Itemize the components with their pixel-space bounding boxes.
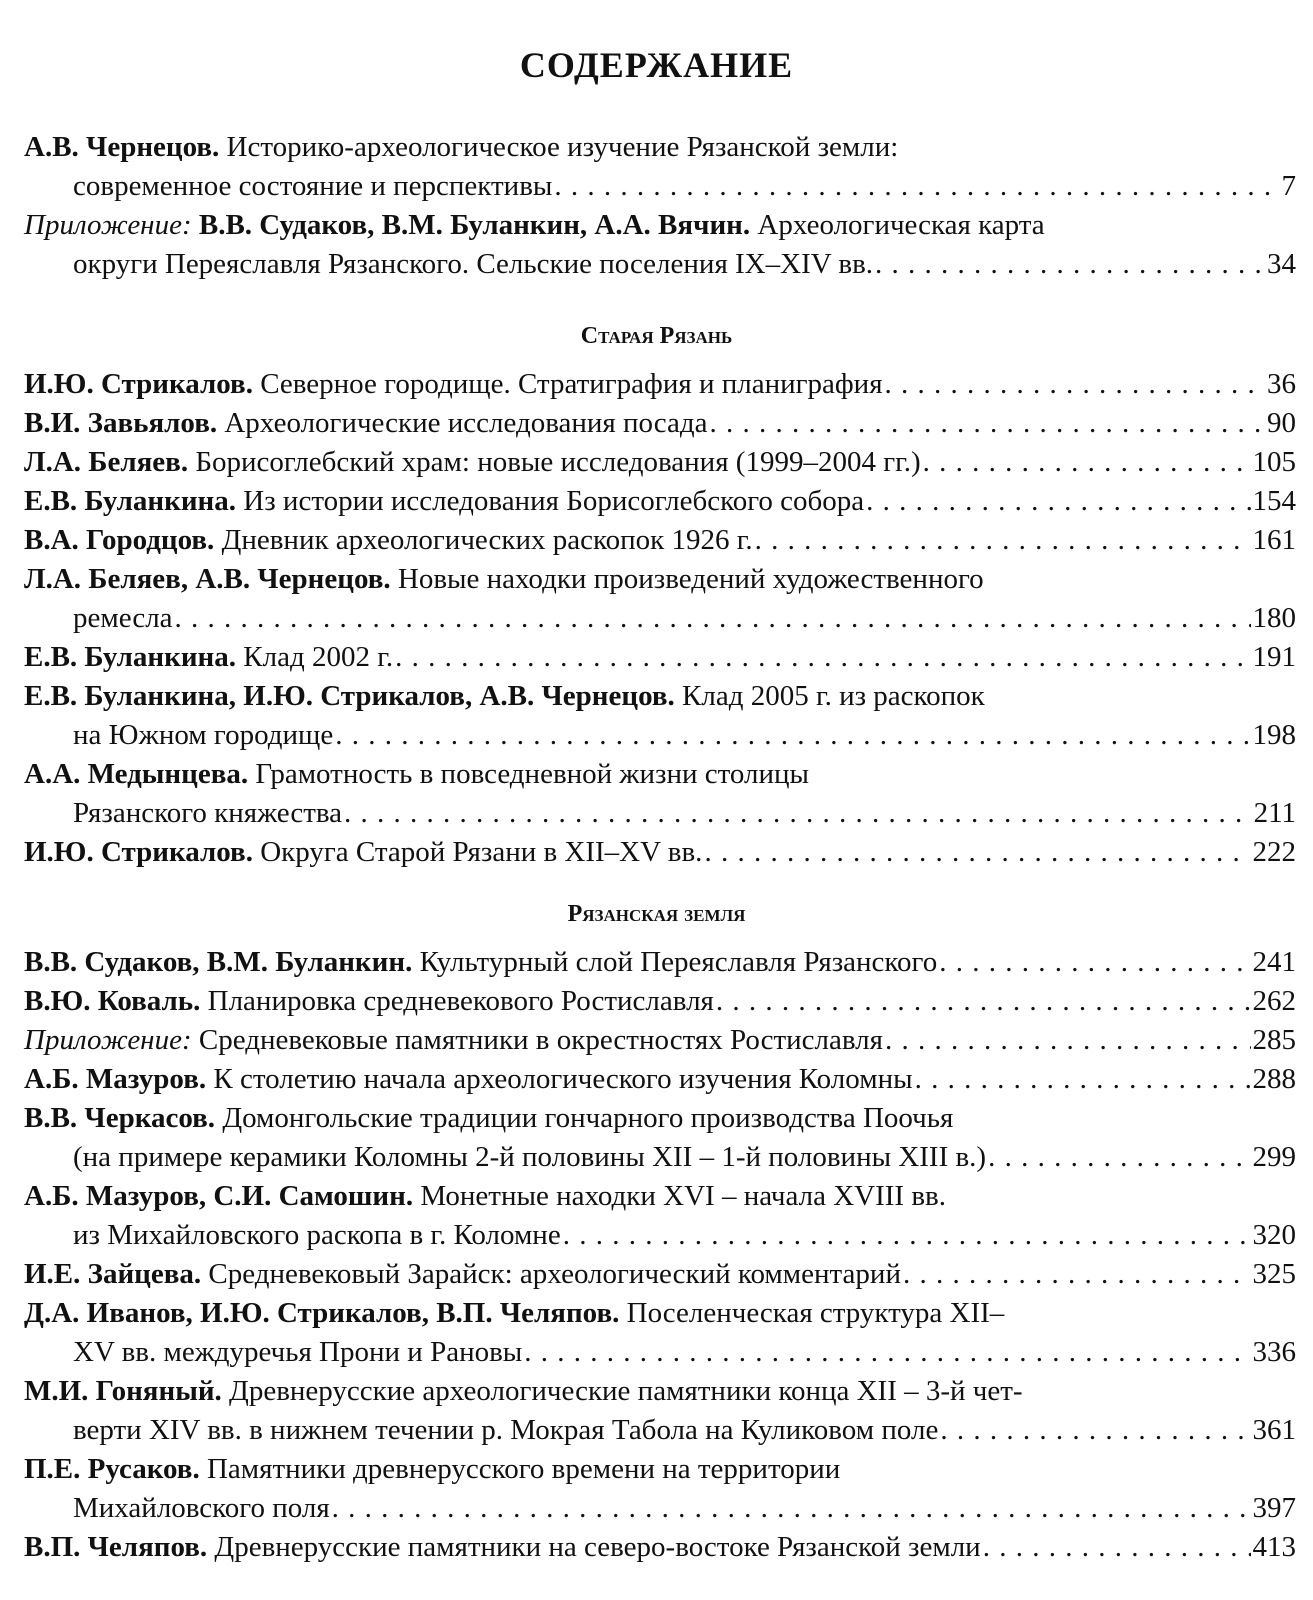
toc-entry-line [24,560,1296,599]
entry-title-text: Клад 2002 г. [243,641,394,673]
dot-leader [755,521,1251,560]
dot-leader [885,1021,1251,1060]
toc-entry [24,482,1296,521]
entry-title-text: Округа Старой Рязани в XII–XV вв. [260,836,703,868]
dot-leader [710,404,1266,443]
toc-entry [24,982,1296,1021]
section-title: Рязанская земля [567,901,746,927]
entry-title-text: ремесла [73,602,173,634]
entry-title-text: Древнерусские памятники на северо-востоке Рязанской земли [214,1531,981,1563]
toc-entry-line [24,1216,1296,1255]
dot-leader [939,943,1250,982]
toc-entry-line [24,1099,1296,1138]
toc-entry-line [24,167,1296,206]
entry-authors: И.Ю. Стрикалов. [24,368,261,400]
toc-entry-line [24,1138,1296,1177]
entry-page-number: 288 [1252,1063,1296,1095]
entry-title-text: Археологическая карта [757,209,1045,241]
dot-leader [395,638,1250,677]
entry-page-number: 90 [1267,407,1296,439]
toc-entry-line [24,206,1296,245]
entry-title-text: Домонгольские традиции гончарного производства Поочья [222,1102,954,1134]
entry-authors: П.Е. Русаков. [24,1453,207,1485]
appendix-label: Приложение: [24,1024,199,1056]
entry-page-number: 262 [1252,985,1296,1017]
toc-entry [24,677,1296,755]
entry-authors: В.И. Завьялов. [24,407,225,439]
toc-entry-line [24,1528,1296,1567]
toc-entry [24,1060,1296,1099]
entry-title-text: Историко-археологическое изучение Рязанской земли: [226,131,899,163]
toc-entry-line [24,443,1296,482]
entry-authors: И.Ю. Стрикалов. [24,836,261,868]
entry-authors: В.В. Судаков, В.М. Буланкин. [24,946,420,978]
toc-entry [24,833,1296,872]
entry-title-text: Культурный слой Переяславля Рязанского [419,946,938,978]
dot-leader [903,1255,1251,1294]
toc-entry-line [24,365,1296,404]
entry-page-number: 361 [1252,1414,1296,1446]
dot-leader [940,1411,1250,1450]
toc-entry [24,755,1296,833]
entry-page-number: 180 [1252,602,1296,634]
dot-leader [885,365,1265,404]
toc-entry [24,1021,1296,1060]
toc-entry-line [24,833,1296,872]
toc-entry-line [24,1060,1296,1099]
entry-page-number: 336 [1252,1336,1296,1368]
toc-entry [24,1528,1296,1567]
entry-authors: А.Б. Мазуров, С.И. Самошин. [24,1180,421,1212]
entry-title-text: Средневековые памятники в окрестностях Ростиславля [198,1024,883,1056]
toc-entry [24,365,1296,404]
toc-entry-line [24,245,1296,284]
toc-entry-line [24,1489,1296,1528]
toc-entry-line [24,521,1296,560]
entry-title-text: Дневник археологических раскопок 1926 г. [221,524,753,556]
entry-page-number: 211 [1253,797,1296,829]
entry-title-text: Борисоглебский храм: новые исследования (1999–2004 гг.) [195,446,921,478]
entry-page-number: 320 [1252,1219,1296,1251]
dot-leader [344,794,1252,833]
entry-title-text: Новые находки произведений художественного [397,563,984,595]
dot-leader [704,833,1250,872]
toc-entry-line [24,982,1296,1021]
dot-leader [983,1528,1251,1567]
dot-leader [716,982,1251,1021]
toc-entry [24,1177,1296,1255]
dot-leader [175,599,1251,638]
entry-page-number: 285 [1252,1024,1296,1056]
toc-entry-line [24,128,1296,167]
toc-entry [24,1255,1296,1294]
entry-title-text: Древнерусские археологические памятники конца XII – 3-й чет- [229,1375,1023,1407]
entry-authors: Л.А. Беляев, А.В. Чернецов. [24,563,398,595]
toc-entry [24,128,1296,206]
entry-title-text: К столетию начала археологического изучения Коломны [213,1063,913,1095]
toc-entry [24,404,1296,443]
entry-page-number: 198 [1252,719,1296,751]
entry-title-text: Михайловского поля [73,1492,330,1524]
entry-authors: В.Ю. Коваль. [24,985,208,1017]
dot-leader [332,1489,1251,1528]
entry-page-number: 222 [1252,836,1296,868]
entry-page-number: 161 [1252,524,1296,556]
dot-leader [524,1333,1250,1372]
toc-entry-line [24,482,1296,521]
entry-title-text: Планировка средневекового Ростиславля [207,985,714,1017]
toc-entry [24,443,1296,482]
entry-authors: Е.В. Буланкина. [24,485,244,517]
toc-entry-line [24,1450,1296,1489]
toc-entry-line [24,599,1296,638]
toc-entry [24,1450,1296,1528]
entry-authors: А.Б. Мазуров. [24,1063,214,1095]
toc-entry-line [24,638,1296,677]
entry-title-text: Рязанского княжества [73,797,343,829]
toc-entry-line [24,677,1296,716]
entry-authors: А.А. Медынцева. [24,758,256,790]
entry-title-text: Монетные находки XVI – начала XVIII вв. [420,1180,946,1212]
toc-entry-line [24,1411,1296,1450]
entry-authors: В.П. Челяпов. [24,1531,215,1563]
page-title: СОДЕРЖАНИЕ [519,45,794,85]
entry-page-number: 191 [1252,641,1296,673]
entry-title-text: Средневековый Зарайск: археологический комментарий [208,1258,901,1290]
entry-authors: Д.А. Иванов, И.Ю. Стрикалов, В.П. Челяпов. [24,1297,627,1329]
entry-authors: М.И. Гоняный. [24,1375,230,1407]
entry-authors: Е.В. Буланкина. [24,641,244,673]
dot-leader [563,1216,1251,1255]
toc-entry [24,1372,1296,1450]
toc-entry [24,943,1296,982]
toc-entry [24,521,1296,560]
entry-title-text: Из истории исследования Борисоглебского собора [243,485,865,517]
entry-title-text: округи Переяславля Рязанского. Сельские поселения IX–XIV вв. [73,248,874,280]
toc-entry-line [24,943,1296,982]
toc-entry-line [24,1333,1296,1372]
entry-page-number: 154 [1252,485,1296,517]
entry-title-text: на Южном городище [73,719,334,751]
entry-authors: А.В. Чернецов. [24,131,227,163]
entry-title-text: Памятники древнерусского времени на территории [206,1453,841,1485]
toc-entry [24,638,1296,677]
entry-title-text: современное состояние и перспективы [73,170,553,202]
entry-authors: В.В. Судаков, В.М. Буланкин, А.А. Вячин. [198,209,758,241]
dot-leader [915,1060,1251,1099]
entry-title-text: Грамотность в повседневной жизни столицы [255,758,810,790]
entry-authors: В.А. Городцов. [24,524,222,556]
dot-leader [988,1138,1250,1177]
entry-title-text: (на примере керамики Коломны 2-й половины XII – 1-й половины XIII в.) [73,1141,987,1173]
toc-entry-line [24,755,1296,794]
toc-entry [24,1294,1296,1372]
entry-page-number: 7 [1281,170,1296,202]
toc-entry [24,206,1296,284]
entry-title-text: из Михайловского раскопа в г. Коломне [73,1219,561,1251]
entry-page-number: 397 [1252,1492,1296,1524]
entry-page-number: 413 [1252,1531,1296,1563]
entry-title-text: XV вв. междуречья Прони и Рановы [73,1336,523,1368]
toc-entry-line [24,404,1296,443]
dot-leader [554,167,1279,206]
entry-authors: И.Е. Зайцева. [24,1258,209,1290]
entry-page-number: 36 [1267,368,1296,400]
entry-title-text: верти XIV вв. в нижнем течении р. Мокрая Табола на Куликовом поле [73,1414,939,1446]
toc-entry-line [24,1255,1296,1294]
entry-title-text: Археологические исследования посада [224,407,708,439]
toc-entry-line [24,1177,1296,1216]
entry-authors: Л.А. Беляев. [24,446,196,478]
dot-leader [875,245,1265,284]
entry-title-text: Клад 2005 г. из раскопок [682,680,985,712]
entry-page-number: 299 [1252,1141,1296,1173]
appendix-label: Приложение: [24,209,199,241]
dot-leader [866,482,1250,521]
entry-authors: Е.В. Буланкина, И.Ю. Стрикалов, А.В. Чернецов. [24,680,683,712]
entry-page-number: 325 [1252,1258,1296,1290]
toc-entry [24,1099,1296,1177]
entry-authors: В.В. Черкасов. [24,1102,223,1134]
toc-entry-line [24,716,1296,755]
dot-leader [335,716,1250,755]
toc-entry [24,560,1296,638]
entry-title-text: Северное городище. Стратиграфия и планиграфия [260,368,883,400]
toc-entry-line [24,794,1296,833]
entry-page-number: 34 [1267,248,1296,280]
toc-entry-line [24,1294,1296,1333]
toc-entry-line [24,1372,1296,1411]
toc-entry-line [24,1021,1296,1060]
entry-title-text: Поселенческая структура XII– [626,1297,1005,1329]
entry-page-number: 105 [1252,446,1296,478]
entry-page-number: 241 [1252,946,1296,978]
dot-leader [923,443,1251,482]
section-title: Старая Рязань [580,323,733,349]
